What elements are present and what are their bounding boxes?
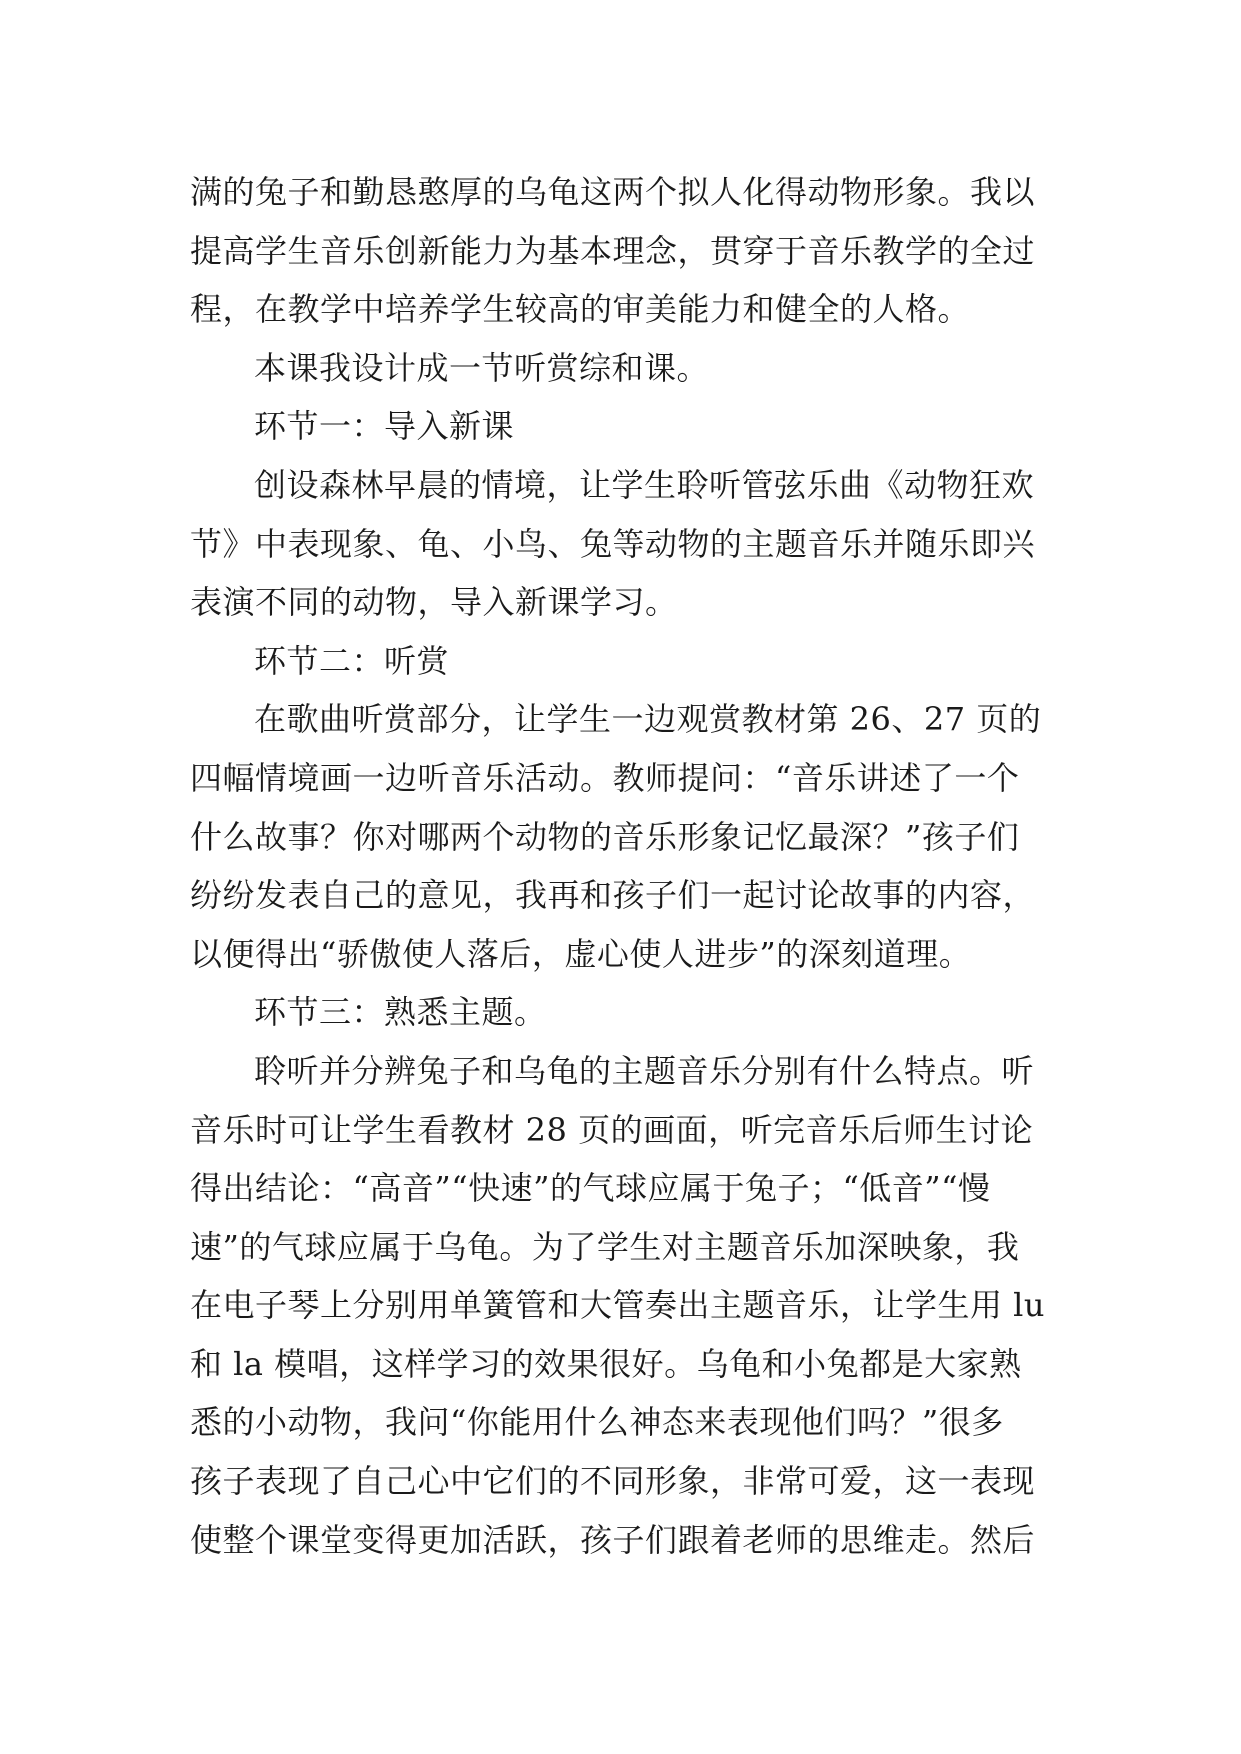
paragraph-line: 本课我设计成一节听赏综和课。 xyxy=(254,348,710,387)
paragraph-line: 创设森林早晨的情境，让学生聆听管弦乐曲《动物狂欢 xyxy=(254,465,1035,504)
body-text xyxy=(190,163,1050,1569)
text-line: 四幅情境画一边听音乐活动。教师提问：“音乐讲述了一个 xyxy=(190,758,1020,797)
text-line: 速”的气球应属于乌龟。为了学生对主题音乐加深映象，我 xyxy=(190,1227,1020,1266)
text-line: 节》中表现象、龟、小鸟、兔等动物的主题音乐并随乐即兴 xyxy=(190,524,1036,563)
text-line: 纷纷发表自己的意见，我再和孩子们一起讨论故事的内容， xyxy=(190,876,1036,915)
section-heading: 环节二：听赏 xyxy=(254,641,450,680)
text-line: 悉的小动物，我问“你能用什么神态来表现他们吗？”很多 xyxy=(190,1403,1004,1442)
paragraph-line: 聆听并分辨兔子和乌龟的主题音乐分别有什么特点。听 xyxy=(254,1051,1035,1090)
text-line: 音乐时可让学生看教材 28 页的画面，听完音乐后师生讨论 xyxy=(190,1110,1034,1149)
text-line: 什么故事？你对哪两个动物的音乐形象记忆最深？”孩子们 xyxy=(190,817,1020,856)
section-heading: 环节一：导入新课 xyxy=(254,407,515,446)
text-line: 和 la 模唱，这样学习的效果很好。乌龟和小兔都是大家熟 xyxy=(190,1344,1022,1383)
text-line: 程，在教学中培养学生较高的审美能力和健全的人格。 xyxy=(190,290,971,329)
section-heading: 环节三：熟悉主题。 xyxy=(254,993,547,1032)
text-line: 满的兔子和勤恳憨厚的乌龟这两个拟人化得动物形象。我以 xyxy=(190,173,1036,211)
text-line: 孩子表现了自己心中它们的不同形象，非常可爱，这一表现 xyxy=(190,1462,1036,1501)
text-line: 提高学生音乐创新能力为基本理念，贯穿于音乐教学的全过 xyxy=(190,231,1036,270)
text-line: 以便得出“骄傲使人落后，虚心使人进步”的深刻道理。 xyxy=(190,934,972,973)
text-line: 使整个课堂变得更加活跃，孩子们跟着老师的思维走。然后 xyxy=(190,1520,1036,1559)
text-line: 表演不同的动物，导入新课学习。 xyxy=(190,583,678,622)
text-line: 得出结论：“高音”“快速”的气球应属于兔子；“低音”“慢 xyxy=(190,1169,991,1208)
text-line: 在电子琴上分别用单簧管和大管奏出主题音乐，让学生用 lu xyxy=(190,1286,1046,1325)
paragraph-line: 在歌曲听赏部分，让学生一边观赏教材第 26、27 页的 xyxy=(254,700,1042,739)
